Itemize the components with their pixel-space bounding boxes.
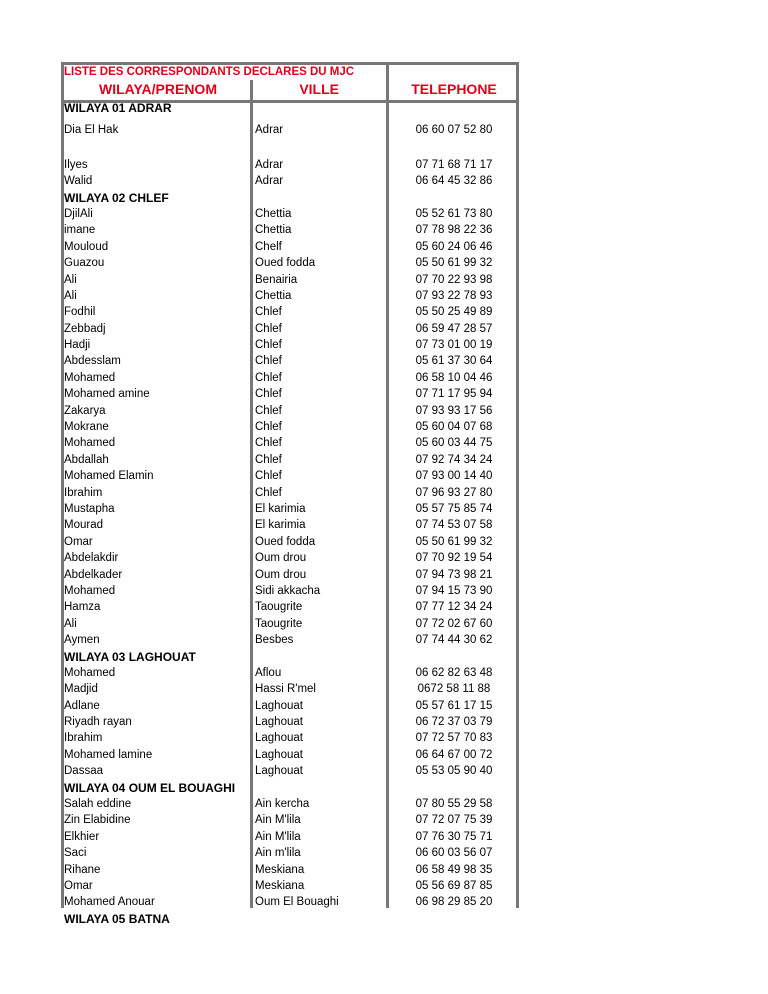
correspondents-sheet bbox=[61, 62, 519, 927]
phone-cell: 05 57 61 17 15 bbox=[415, 699, 493, 712]
name-cell: Zakarya bbox=[64, 404, 106, 417]
city-cell: Adrar bbox=[255, 158, 284, 171]
name-cell: Omar bbox=[64, 535, 93, 548]
phone-cell: 07 70 92 19 54 bbox=[415, 552, 493, 565]
table-row bbox=[61, 730, 519, 746]
table-row bbox=[61, 122, 519, 138]
city-cell: Chettia bbox=[255, 207, 292, 220]
name-cell: Mustapha bbox=[64, 502, 115, 515]
column-header-name: WILAYA/PRENOM bbox=[99, 81, 217, 97]
name-cell: Mouloud bbox=[64, 240, 109, 253]
phone-cell: 07 93 22 78 93 bbox=[415, 289, 493, 302]
table-row bbox=[61, 517, 519, 533]
phone-cell: 07 78 98 22 36 bbox=[415, 224, 493, 237]
table-row bbox=[61, 370, 519, 386]
city-cell: Ain M'lila bbox=[255, 814, 301, 827]
table-row bbox=[61, 222, 519, 238]
phone-cell: 07 72 02 67 60 bbox=[415, 617, 493, 630]
wilaya-label: WILAYA 04 OUM EL BOUAGHI bbox=[64, 780, 236, 795]
name-cell: Mohamed lamine bbox=[64, 748, 153, 761]
table-row bbox=[61, 304, 519, 320]
name-cell: Ibrahim bbox=[64, 486, 103, 499]
phone-cell: 07 72 07 75 39 bbox=[415, 814, 493, 827]
name-cell: Ali bbox=[64, 617, 77, 630]
wilaya-label: WILAYA 03 LAGHOUAT bbox=[64, 649, 196, 664]
city-cell: Laghouat bbox=[255, 716, 303, 729]
city-cell: El karimia bbox=[255, 502, 306, 515]
name-cell: Omar bbox=[64, 879, 93, 892]
city-cell: Chlef bbox=[255, 306, 282, 319]
city-cell: Adrar bbox=[255, 175, 284, 188]
city-cell: Chlef bbox=[255, 388, 282, 401]
phone-cell: 05 53 05 90 40 bbox=[415, 765, 493, 778]
phone-cell: 06 60 03 56 07 bbox=[415, 847, 493, 860]
city-cell: Oum drou bbox=[255, 552, 307, 565]
name-cell: Ibrahim bbox=[64, 732, 103, 745]
name-cell: Ali bbox=[64, 289, 77, 302]
phone-cell: 05 50 61 99 32 bbox=[415, 257, 493, 270]
wilaya-section-label bbox=[61, 780, 519, 796]
table-row bbox=[61, 353, 519, 369]
phone-cell: 0672 58 11 88 bbox=[417, 683, 491, 696]
table-row bbox=[61, 665, 519, 681]
city-cell: Chelf bbox=[255, 240, 282, 253]
city-cell: Chlef bbox=[255, 453, 282, 466]
phone-cell: 07 70 22 93 98 bbox=[415, 273, 493, 286]
city-cell: Chettia bbox=[255, 289, 292, 302]
city-cell: Chlef bbox=[255, 339, 282, 352]
name-cell: imane bbox=[64, 224, 96, 237]
wilaya-section-label bbox=[61, 649, 519, 665]
table-row bbox=[61, 829, 519, 845]
name-cell: Ilyes bbox=[64, 158, 88, 171]
name-cell: Elkhier bbox=[64, 830, 100, 843]
name-cell: Riyadh rayan bbox=[64, 716, 132, 729]
phone-cell: 05 50 61 99 32 bbox=[415, 535, 493, 548]
phone-cell: 06 64 67 00 72 bbox=[415, 748, 493, 761]
city-cell: Sidi akkacha bbox=[255, 584, 321, 597]
name-cell: Aymen bbox=[64, 634, 100, 647]
name-cell: Abdesslam bbox=[64, 355, 121, 368]
wilaya-label: WILAYA 01 ADRAR bbox=[64, 101, 172, 115]
name-cell: Ali bbox=[64, 273, 77, 286]
phone-cell: 07 94 15 73 90 bbox=[415, 584, 493, 597]
name-cell: Abdelakdir bbox=[64, 552, 119, 565]
phone-cell: 06 58 49 98 35 bbox=[415, 863, 493, 876]
city-cell: Laghouat bbox=[255, 699, 303, 712]
city-cell: Hassi R'mel bbox=[255, 683, 316, 696]
table-row bbox=[61, 583, 519, 599]
phone-cell: 07 93 93 17 56 bbox=[415, 404, 493, 417]
name-cell: Adlane bbox=[64, 699, 100, 712]
city-cell: Aflou bbox=[255, 666, 282, 679]
city-cell: Chlef bbox=[255, 470, 282, 483]
table-row bbox=[61, 567, 519, 583]
name-cell: Guazou bbox=[64, 257, 105, 270]
table-row bbox=[61, 386, 519, 402]
table-row bbox=[61, 534, 519, 550]
wilaya-label: WILAYA 02 CHLEF bbox=[64, 190, 169, 205]
name-cell: Rihane bbox=[64, 863, 101, 876]
wilaya-label: WILAYA 05 BATNA bbox=[64, 911, 170, 926]
city-cell: Oued fodda bbox=[255, 257, 316, 270]
name-cell: Salah eddine bbox=[64, 798, 132, 811]
city-cell: Chlef bbox=[255, 322, 282, 335]
table-row bbox=[61, 255, 519, 271]
city-cell: Chlef bbox=[255, 371, 282, 384]
sheet-header bbox=[61, 62, 519, 100]
name-cell: Zebbadj bbox=[64, 322, 106, 335]
city-cell: Laghouat bbox=[255, 732, 303, 745]
phone-cell: 05 60 24 06 46 bbox=[415, 240, 493, 253]
name-cell: Walid bbox=[64, 175, 93, 188]
table-row bbox=[61, 419, 519, 435]
phone-cell: 05 57 75 85 74 bbox=[415, 502, 493, 515]
table-row bbox=[61, 157, 519, 173]
name-cell: Mohamed bbox=[64, 666, 116, 679]
name-cell: Hamza bbox=[64, 601, 101, 614]
city-cell: Chlef bbox=[255, 421, 282, 434]
phone-cell: 07 96 93 27 80 bbox=[415, 486, 493, 499]
phone-cell: 07 74 44 30 62 bbox=[415, 634, 493, 647]
wilaya-section-label bbox=[61, 190, 519, 206]
city-cell: Laghouat bbox=[255, 748, 303, 761]
table-row bbox=[61, 468, 519, 484]
city-cell: Chlef bbox=[255, 437, 282, 450]
phone-cell: 06 98 29 85 20 bbox=[415, 896, 493, 909]
city-cell: Meskiana bbox=[255, 879, 305, 892]
phone-cell: 07 92 74 34 24 bbox=[415, 453, 493, 466]
wilaya-section-label bbox=[61, 911, 519, 927]
table-row bbox=[61, 206, 519, 222]
sheet-title: LISTE DES CORRESPONDANTS DECLARES DU MJC bbox=[64, 66, 355, 78]
phone-cell: 05 61 37 30 64 bbox=[415, 355, 493, 368]
phone-cell: 05 50 25 49 89 bbox=[415, 306, 493, 319]
city-cell: El karimia bbox=[255, 519, 306, 532]
city-cell: Ain M'lila bbox=[255, 830, 301, 843]
table-row bbox=[61, 599, 519, 615]
name-cell: Mohamed Anouar bbox=[64, 896, 155, 909]
table-row bbox=[61, 862, 519, 878]
table-row bbox=[61, 747, 519, 763]
table-row bbox=[61, 337, 519, 353]
city-cell: Oum El Bouaghi bbox=[255, 896, 339, 909]
phone-cell: 05 52 61 73 80 bbox=[415, 207, 493, 220]
name-cell: Fodhil bbox=[64, 306, 96, 319]
phone-cell: 07 93 00 14 40 bbox=[415, 470, 493, 483]
name-cell: Dia El Hak bbox=[64, 124, 119, 137]
sheet-body bbox=[61, 100, 519, 927]
city-cell: Chettia bbox=[255, 224, 292, 237]
city-cell: Chlef bbox=[255, 486, 282, 499]
phone-cell: 06 62 82 63 48 bbox=[415, 666, 493, 679]
table-row bbox=[61, 763, 519, 779]
name-cell: Mokrane bbox=[64, 421, 109, 434]
table-row bbox=[61, 681, 519, 697]
phone-cell: 06 59 47 28 57 bbox=[415, 322, 493, 335]
name-cell: Dassaa bbox=[64, 765, 103, 778]
phone-cell: 06 72 37 03 79 bbox=[415, 716, 493, 729]
table-row bbox=[61, 878, 519, 894]
table-row bbox=[61, 485, 519, 501]
phone-cell: 06 58 10 04 46 bbox=[415, 371, 493, 384]
city-cell: Adrar bbox=[255, 124, 284, 137]
table-row bbox=[61, 288, 519, 304]
table-row bbox=[61, 173, 519, 189]
city-cell: Taougrite bbox=[255, 617, 303, 630]
name-cell: Zin Elabidine bbox=[64, 814, 131, 827]
city-cell: Chlef bbox=[255, 355, 282, 368]
phone-cell: 06 64 45 32 86 bbox=[415, 175, 493, 188]
city-cell: Meskiana bbox=[255, 863, 305, 876]
table-row bbox=[61, 796, 519, 812]
city-cell: Laghouat bbox=[255, 765, 303, 778]
table-row bbox=[61, 894, 519, 910]
name-cell: Saci bbox=[64, 847, 87, 860]
name-cell: Abdelkader bbox=[64, 568, 123, 581]
column-header-city: VILLE bbox=[299, 81, 339, 97]
city-cell: Ain kercha bbox=[255, 798, 310, 811]
phone-cell: 07 73 01 00 19 bbox=[415, 339, 493, 352]
phone-cell: 07 72 57 70 83 bbox=[415, 732, 493, 745]
table-row bbox=[61, 452, 519, 468]
table-row bbox=[61, 698, 519, 714]
name-cell: Mohamed bbox=[64, 437, 116, 450]
name-cell: Mohamed bbox=[64, 584, 116, 597]
name-cell: DjilAli bbox=[64, 207, 93, 220]
table-row bbox=[61, 550, 519, 566]
table-row bbox=[61, 812, 519, 828]
table-row bbox=[61, 632, 519, 648]
phone-cell: 05 56 69 87 85 bbox=[415, 879, 493, 892]
phone-cell: 07 74 53 07 58 bbox=[415, 519, 493, 532]
phone-cell: 05 60 04 07 68 bbox=[415, 421, 493, 434]
table-row bbox=[61, 321, 519, 337]
table-row bbox=[61, 403, 519, 419]
city-cell: Chlef bbox=[255, 404, 282, 417]
spacer bbox=[61, 139, 519, 157]
name-cell: Abdallah bbox=[64, 453, 109, 466]
phone-cell: 07 77 12 34 24 bbox=[415, 601, 493, 614]
city-cell: Oued fodda bbox=[255, 535, 316, 548]
phone-cell: 07 80 55 29 58 bbox=[415, 798, 493, 811]
table-row bbox=[61, 501, 519, 517]
column-header-phone: TELEPHONE bbox=[411, 81, 497, 97]
table-row bbox=[61, 616, 519, 632]
phone-cell: 07 71 68 71 17 bbox=[415, 158, 493, 171]
name-cell: Mohamed amine bbox=[64, 388, 150, 401]
wilaya-section-label bbox=[61, 100, 519, 116]
phone-cell: 07 71 17 95 94 bbox=[415, 388, 493, 401]
phone-cell: 06 60 07 52 80 bbox=[415, 124, 493, 137]
table-row bbox=[61, 714, 519, 730]
name-cell: Mourad bbox=[64, 519, 103, 532]
phone-cell: 07 94 73 98 21 bbox=[415, 568, 493, 581]
table-row bbox=[61, 272, 519, 288]
table-row bbox=[61, 845, 519, 861]
phone-cell: 05 60 03 44 75 bbox=[415, 437, 493, 450]
name-cell: Hadji bbox=[64, 339, 91, 352]
name-cell: Mohamed Elamin bbox=[64, 470, 154, 483]
city-cell: Besbes bbox=[255, 634, 294, 647]
name-cell: Mohamed bbox=[64, 371, 116, 384]
name-cell: Madjid bbox=[64, 683, 98, 696]
city-cell: Oum drou bbox=[255, 568, 307, 581]
city-cell: Benairia bbox=[255, 273, 298, 286]
table-row bbox=[61, 435, 519, 451]
table-row bbox=[61, 239, 519, 255]
city-cell: Taougrite bbox=[255, 601, 303, 614]
phone-cell: 07 76 30 75 71 bbox=[415, 830, 493, 843]
city-cell: Ain m'lila bbox=[255, 847, 301, 860]
